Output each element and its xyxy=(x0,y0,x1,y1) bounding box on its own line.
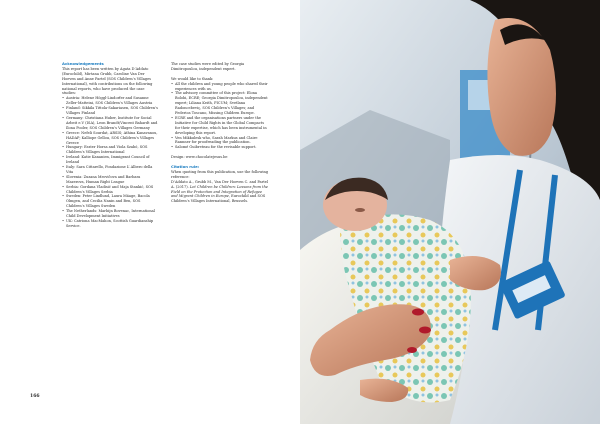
citation-reference xyxy=(171,180,269,205)
list-item: • The Netherlands: Marhijn Bovenac, International Child Development Initiatives xyxy=(62,209,158,219)
list-item: • Finland: Sikkila Tittola-Sakariasen, SOS Children’s Villages Finland xyxy=(62,106,158,116)
list-item: • Hungary: Eszter Horsa and Viola Szabó, SOS Children’s Villages International xyxy=(62,145,158,155)
cover-photo xyxy=(300,0,600,424)
acknowledgements-heading: Acknowledgements xyxy=(62,61,104,66)
page-number: 166 xyxy=(30,394,40,399)
list-item: • Serbia: Gordana Vladisić and Maja Stankić, SOS Children’s Villages Serbia xyxy=(62,185,158,195)
list-item: • Ven Mikkulesk who, Sarah Markus and Claire Rannner for proofreading the publication. xyxy=(171,136,269,146)
list-item: • Italy: Sara Cittarello, Fondazione L’ Albero della Vita xyxy=(62,165,158,175)
citation-publisher: , Eurochild and SOS Children’s Villages International, Brussels. xyxy=(171,194,266,204)
list-item: • The advisory committee of this project: Elona Bolohi, ECRE; Georgia Dimitropoulou, independent expert; Liliana Keith, PICUM; Svetlana Radoncebeviç, SOS Children’s Villages; and Federica Toscano, Missing Children Europe. xyxy=(171,91,269,116)
list-item: • Sweden: Peter Lindlund, Laura Mäage, Bacola Olmgen, and Cecilia Nanin and Ben, SOS Children’s Villages Sweden xyxy=(62,194,158,209)
case-study-authors-list xyxy=(62,96,158,228)
list-item: • ECRE and the organisations partners under the Initiative for Child Rights in the Global Compacts for their expertise, which has been instrumental in developing this report. xyxy=(171,116,269,136)
list-item: • All the children and young people who shared their experiences with us. xyxy=(171,82,269,92)
thanks-list xyxy=(171,82,269,151)
list-item: • UK: Catriona MacMahon, Scottish Guardianship Service. xyxy=(62,219,158,229)
list-item: • Greece: Nefeli Sourdat, ARSIS; Athina Kanavanou, HADAP; Kalliope Gellou, SOS Children’s Villages Greece xyxy=(62,131,158,146)
citation-authors: D’Addato A., Grubb M., Van Der Hoeven C. and Partel A. (2017). xyxy=(171,179,269,189)
citation-heading: Citation rule: xyxy=(171,163,200,169)
design-credit: Design: www.chocolatejesus.be xyxy=(171,155,228,160)
list-item: • Austria: Helene Höggl-Lindorfer and Susanne Zeller-Matteini, SOS Children’s Villages Austria xyxy=(62,96,158,106)
acknowledgements-intro: This report has been written by Agata D’Addato (Eurochild), Mirtana Grubb, Caroline Van Der Hoeven and Anne Partel (SOS Children’s Villages International), with contributions on the following national reports, who have produced the case studies: xyxy=(62,66,153,96)
edited-by-text: The case studies were edited by Georgia Dimitropoulou, independent expert. xyxy=(171,62,245,71)
thanks-intro: We would like to thank: xyxy=(171,76,214,81)
list-item: • Salomé Guibreteau for the revisable support. xyxy=(171,145,269,150)
acknowledgements-column xyxy=(62,62,158,229)
list-item: • Ireland: Katie Kananien, Immigrant Council of Ireland xyxy=(62,155,158,165)
citation-intro: When quoting from this publication, use the following reference: xyxy=(171,169,269,179)
citation-title: Let Children be Children: Lessons from the Field on the Protection and Integration of Refugee and Migrant Children in Europe xyxy=(171,184,268,199)
list-item: • Germany: Christiana Huber, Institute for Social Arbeit e.V (ISA), Leon Brandt/Vincent Bahardt and Ilona Pooler, SOS Children’s Villages Germany xyxy=(62,116,158,131)
thanks-column xyxy=(171,62,269,204)
list-item: • Slovenia: Zuzana Mrovičova and Barbara Mazerova, Human Right League xyxy=(62,175,158,185)
photo-illustration xyxy=(300,0,600,424)
